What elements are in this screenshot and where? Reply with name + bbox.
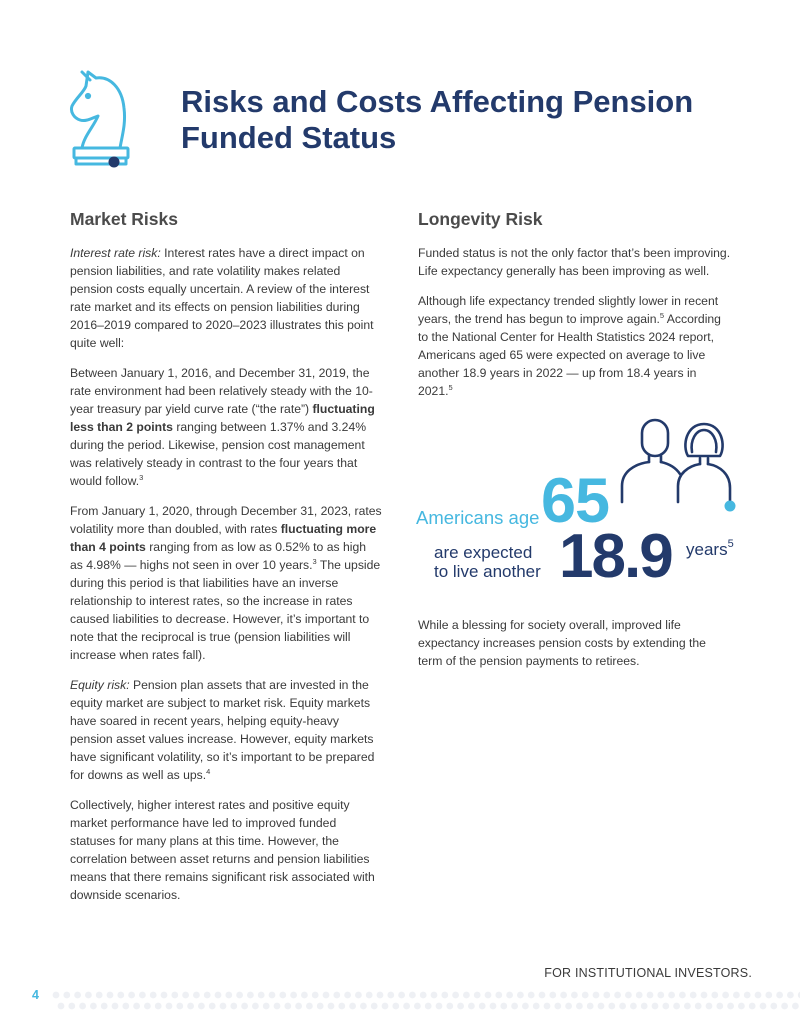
footer-dot (657, 992, 664, 999)
footer-dot (457, 1003, 464, 1010)
footer-dot (582, 992, 589, 999)
footer-dot (506, 992, 513, 999)
footnote-ref: 5 (659, 311, 665, 320)
footer-dot (414, 1003, 421, 1010)
footer-dot (431, 992, 438, 999)
footer-dot (301, 992, 308, 999)
equity-risk-paragraph (70, 676, 382, 784)
footer-dot (220, 1003, 227, 1010)
footer-dot (733, 992, 740, 999)
footer-dot (441, 992, 448, 999)
rates-2016-2019-paragraph (70, 364, 382, 490)
footer-dot (79, 1003, 86, 1010)
footer-dot (695, 1003, 702, 1010)
footer-dot (112, 1003, 119, 1010)
footer-dot (209, 1003, 216, 1010)
footer-dot (560, 992, 567, 999)
life-expectancy-text-a: Although life expectancy trended slightly lower in recent years, the trend has begun to improve again. (418, 294, 719, 326)
footer-dot (614, 992, 621, 999)
americans-age-label: Americans age (416, 507, 540, 528)
years-text: years (686, 540, 728, 559)
footer-dot (398, 992, 405, 999)
footer-dot (706, 1003, 713, 1010)
footer-dot (274, 1003, 281, 1010)
footer-dot (117, 992, 124, 999)
footer-dot (68, 1003, 75, 1010)
footer-dot (258, 992, 265, 999)
footer-dot (522, 1003, 529, 1010)
footer-disclaimer: FOR INSTITUTIONAL INVESTORS. (544, 966, 752, 980)
dot-pattern (52, 990, 800, 1020)
footer-dot (727, 1003, 734, 1010)
funded-status-paragraph: Funded status is not the only factor that’s been improving. Life expectancy generally has been improving as well. (418, 246, 731, 278)
footer-dot (241, 1003, 248, 1010)
years-value: 18.9 (559, 522, 672, 591)
footer-dot (668, 992, 675, 999)
footer-dot (290, 992, 297, 999)
footer-dot (619, 1003, 626, 1010)
rates-2016-text-a: Between January 1, 2016, and December 31, 2019, the rate environment had been relatively steady with the 10-year treasury par yield curve rate (“the rate”) (70, 366, 373, 416)
footer-dot (673, 1003, 680, 1010)
footer-dot (517, 992, 524, 999)
footer-dot (193, 992, 200, 999)
footer-dot (355, 992, 362, 999)
footer-dot (128, 992, 135, 999)
footer-dot (533, 1003, 540, 1010)
footer-dot (107, 992, 114, 999)
footer-dot (176, 1003, 183, 1010)
footer-dot (187, 1003, 194, 1010)
footer-dot (279, 992, 286, 999)
footer-dot (236, 992, 243, 999)
footer-dot (225, 992, 232, 999)
footnote-ref: 3 (139, 473, 144, 482)
footer-dot (144, 1003, 151, 1010)
footer-dot (787, 992, 794, 999)
equity-risk-lead: Equity risk: (70, 678, 130, 692)
blessing-paragraph: While a blessing for society overall, improved life expectancy increases pension costs by extending the term of the pension payments to retirees. (418, 618, 706, 668)
footer-dot (528, 992, 535, 999)
footer-dot (90, 1003, 97, 1010)
rates-2020-text-a: From January 1, 2020, through December 31, 2023, rates volatility more than doubled, with rates (70, 504, 382, 536)
footer-dot (500, 1003, 507, 1010)
life-expectancy-text-b: According to the National Center for Health Statistics 2024 report, Americans aged 65 were expected on average to live another 18.9 years in 2022 — up from 18.4 years in 2021. (418, 312, 721, 398)
footer-dot (603, 992, 610, 999)
footer-dot (738, 1003, 745, 1010)
footer-dot (485, 992, 492, 999)
footer-dot (511, 1003, 518, 1010)
collectively-paragraph: Collectively, higher interest rates and positive equity market performance have led to improved funded statuses for many plans at this time. However, the correlation between asset returns and pension liabilities means that there remains significant risk associated with downside scenarios. (70, 798, 375, 902)
life-expectancy-infographic (416, 416, 746, 591)
expected-label-line2: to live another (434, 562, 541, 581)
rates-2020-text-b: ranging from as low as 0.52% to as high as 4.98% — highs not seen in over 10 years. (70, 540, 367, 572)
footer-dot (711, 992, 718, 999)
footer-dot (495, 992, 502, 999)
footer-dot (204, 992, 211, 999)
footer-dot (679, 992, 686, 999)
footer-dot (377, 992, 384, 999)
footer-dot (576, 1003, 583, 1010)
footer-dot (760, 1003, 767, 1010)
interest-rate-risk-paragraph (70, 244, 382, 352)
interest-rate-risk-text: Interest rates have a direct impact on pension liabilities, and rate volatility makes related pension costs equally uncertain. A review of the interest rate market and its effects on pension liabilities during 2016–2019 compared to 2020–2023 illustrates this point quite well: (70, 246, 374, 350)
footer-dot (765, 992, 772, 999)
expected-label-line1: are expected (434, 543, 533, 562)
footer-dot (382, 1003, 389, 1010)
footer-dot (85, 992, 92, 999)
market-risks-section (70, 206, 382, 916)
footer-dot (53, 992, 60, 999)
footer-dot (749, 1003, 756, 1010)
footer-dot (479, 1003, 486, 1010)
footer-dot (387, 992, 394, 999)
footer-dot (333, 992, 340, 999)
footer-dot (636, 992, 643, 999)
footer-dot (490, 1003, 497, 1010)
footer-dot (587, 1003, 594, 1010)
chess-knight-icon (66, 68, 132, 172)
page-number: 4 (32, 988, 39, 1002)
footer-dot (446, 1003, 453, 1010)
page-title: Risks and Costs Affecting Pension Funded Status (181, 84, 694, 155)
footer-dot (630, 1003, 637, 1010)
footer-dot (198, 1003, 205, 1010)
footer-dot (269, 992, 276, 999)
footer-dot (593, 992, 600, 999)
footer-dot (215, 992, 222, 999)
footer-dot (474, 992, 481, 999)
footer-dot (392, 1003, 399, 1010)
footer-dot (565, 1003, 572, 1010)
footer-dot (74, 992, 81, 999)
people-icon (616, 416, 746, 516)
footer-dot (306, 1003, 313, 1010)
footer-dot (323, 992, 330, 999)
footer-dot (150, 992, 157, 999)
footer-dot (463, 992, 470, 999)
footer-dot (755, 992, 762, 999)
longevity-risk-section (418, 206, 733, 682)
footnote-ref: 5 (727, 538, 734, 550)
rates-2020-bold: fluctuating more than 4 points (70, 522, 377, 554)
footer-dot (425, 1003, 432, 1010)
market-risks-heading: Market Risks (70, 209, 178, 229)
footer-dot (360, 1003, 367, 1010)
footer-dot (662, 1003, 669, 1010)
footer-dot (139, 992, 146, 999)
footer-dot (230, 1003, 237, 1010)
footer-dot (247, 992, 254, 999)
footer-dot (409, 992, 416, 999)
footer-dot (641, 1003, 648, 1010)
footer-dot (716, 1003, 723, 1010)
life-expectancy-paragraph (418, 292, 733, 400)
footer-dot (328, 1003, 335, 1010)
footer-dot (161, 992, 168, 999)
footer-dot (684, 1003, 691, 1010)
footer-dot (744, 992, 751, 999)
footer-dot (133, 1003, 140, 1010)
footer-dot (544, 1003, 551, 1010)
footer-dot (776, 992, 783, 999)
footer-dot (96, 992, 103, 999)
rates-2020-2023-paragraph (70, 502, 382, 664)
footer-dot (403, 1003, 410, 1010)
footer-dot (366, 992, 373, 999)
footer-dot (571, 992, 578, 999)
footnote-ref: 4 (206, 767, 211, 776)
footer-dot (58, 1003, 65, 1010)
footer-dot (652, 1003, 659, 1010)
footnote-ref: 5 (448, 383, 453, 392)
footer-dot (349, 1003, 356, 1010)
footer-dot (166, 1003, 173, 1010)
footer-dot (420, 992, 427, 999)
footer-dot (770, 1003, 777, 1010)
footer-dot (101, 1003, 108, 1010)
footer-dot (122, 1003, 129, 1010)
footer-dot (625, 992, 632, 999)
footer-dot (608, 1003, 615, 1010)
footer-dot (722, 992, 729, 999)
interest-rate-risk-lead: Interest rate risk: (70, 246, 161, 260)
rates-2016-bold: fluctuating less than 2 points (70, 402, 375, 434)
footer-dot (690, 992, 697, 999)
footer-dot (468, 1003, 475, 1010)
footer-dot (436, 1003, 443, 1010)
footer-dot (182, 992, 189, 999)
footer-dot (781, 1003, 788, 1010)
footer-dot (171, 992, 178, 999)
footnote-ref: 3 (312, 557, 317, 566)
footer-dot (371, 1003, 378, 1010)
longevity-risk-heading: Longevity Risk (418, 209, 543, 229)
years-label (686, 540, 734, 560)
footer-dot (554, 1003, 561, 1010)
footer-dot (312, 992, 319, 999)
footer-dot (252, 1003, 259, 1010)
age-value: 65 (541, 466, 610, 536)
footer-dot (63, 992, 70, 999)
footer-dot (344, 992, 351, 999)
footer-dot (452, 992, 459, 999)
footer-dot (284, 1003, 291, 1010)
footer-dot (295, 1003, 302, 1010)
rates-2016-text-b: ranging between 1.37% and 3.24% during the period. Likewise, pension cost management was relatively steady in contrast to the four years that would follow. (70, 420, 367, 488)
footer-dot (598, 1003, 605, 1010)
footer-dot (701, 992, 708, 999)
footer-dot (792, 1003, 799, 1010)
footer-dot (155, 1003, 162, 1010)
equity-risk-text: Pension plan assets that are invested in the equity market are subject to market risk. Equity markets have soared in recent years, helping equity-heavy pension asset values increase. However, equity markets have significant volatility, so it’s important to be prepared for downs as well as ups. (70, 678, 375, 782)
footer-dot (263, 1003, 270, 1010)
footer-dot (539, 992, 546, 999)
footer-dot (647, 992, 654, 999)
footer-dot (549, 992, 556, 999)
footer-dot (317, 1003, 324, 1010)
rates-2020-text-c: The upside during this period is that liabilities have an inverse relationship to interest rates, so the increase in rates caused liabilities to decrease. However, it’s important to note that the reciprocal is true (pension liabilities will increase when rates fall). (70, 558, 381, 662)
footer-dot (338, 1003, 345, 1010)
